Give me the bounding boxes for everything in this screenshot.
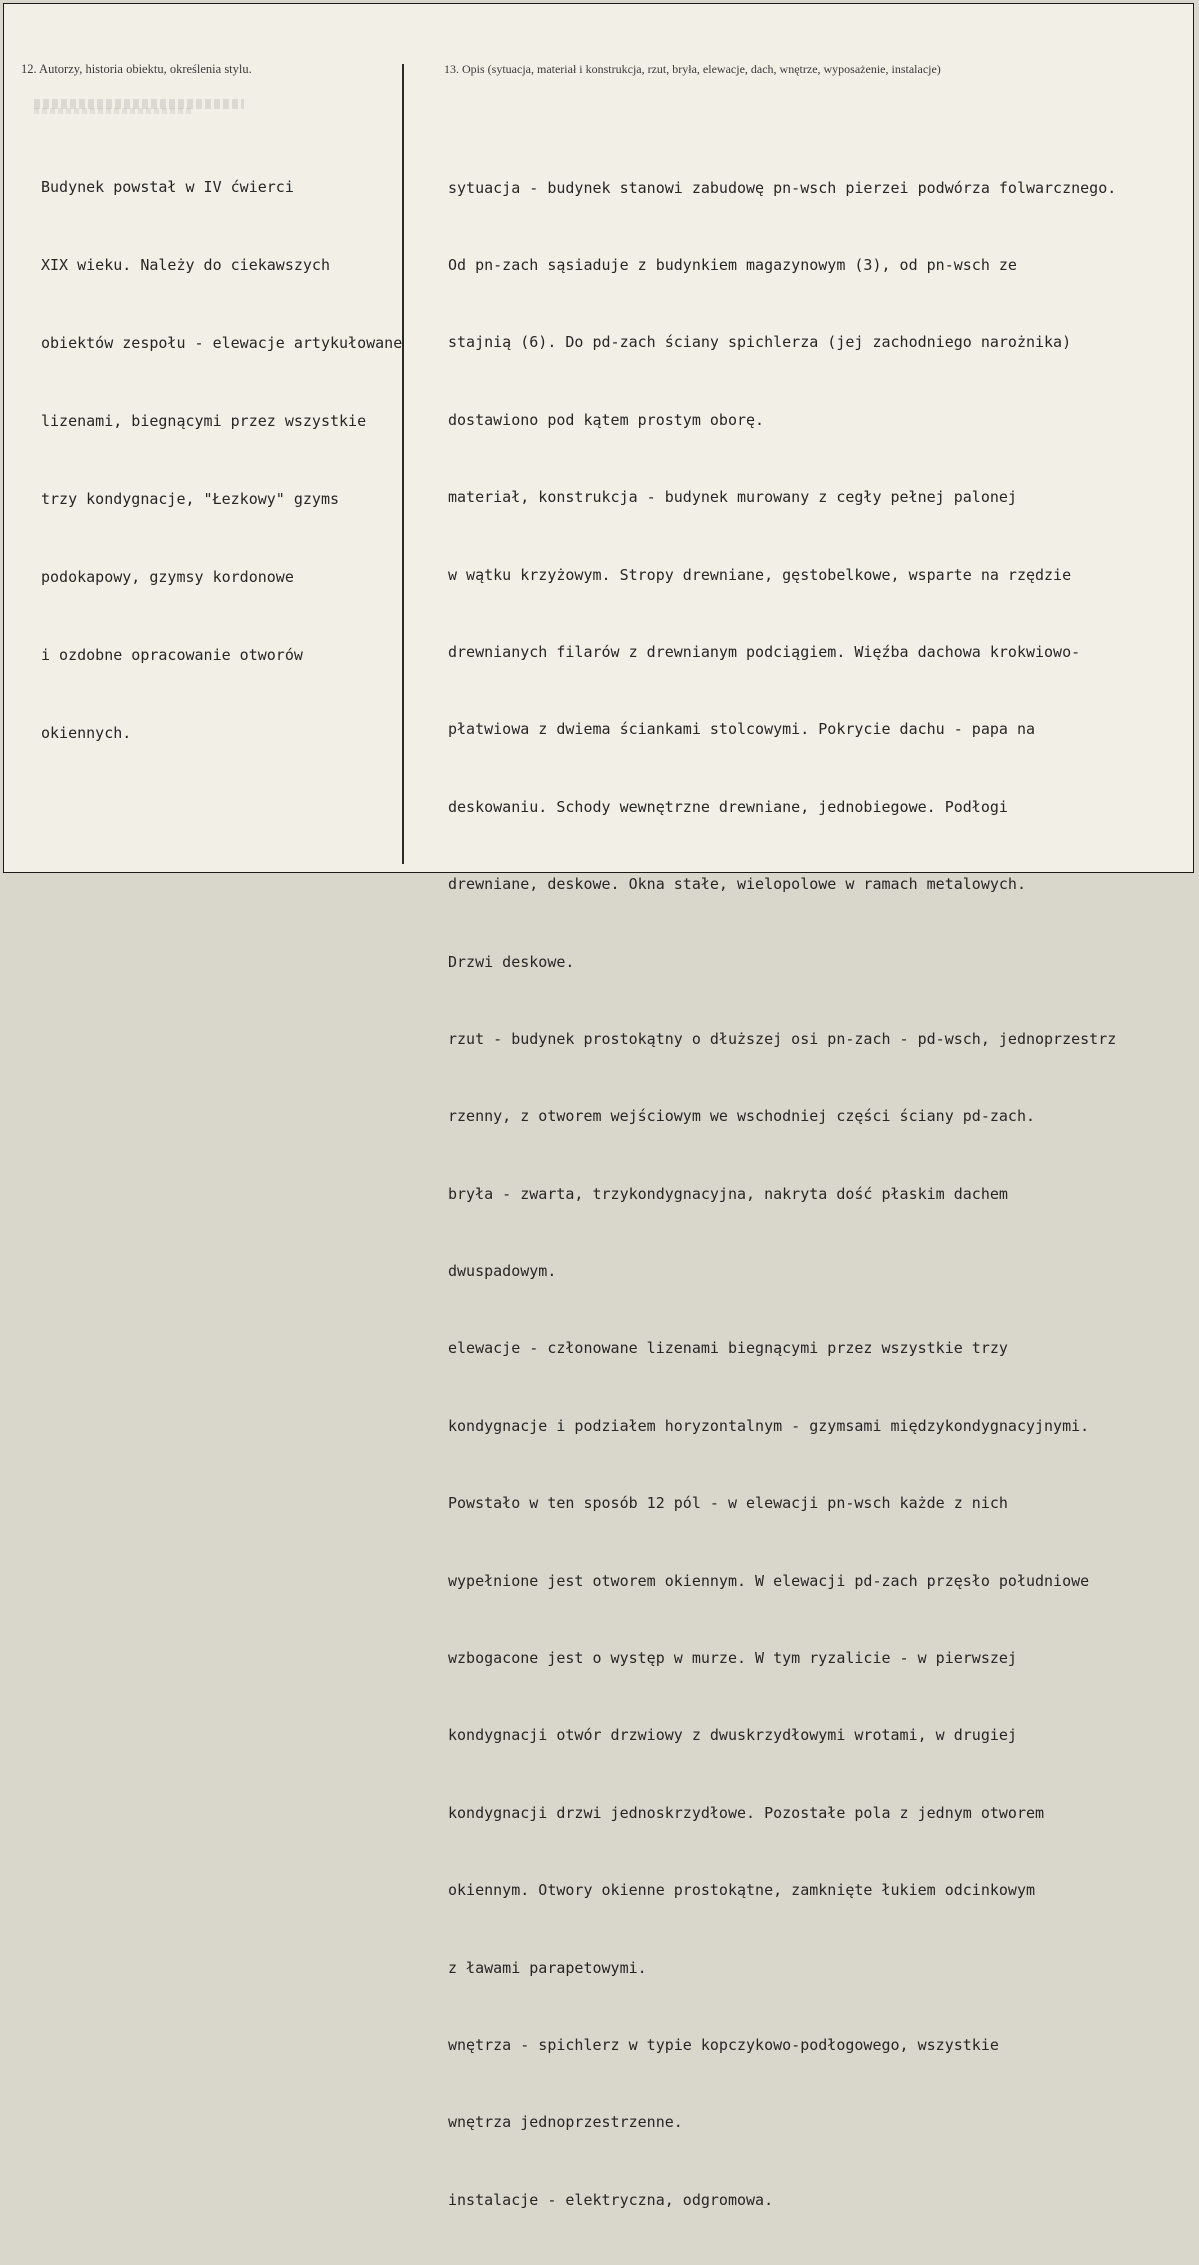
description-line: wzbogacone jest o występ w murze. W tym ryzalicie - w pierwszej (448, 1649, 1017, 1668)
history-line: i ozdobne opracowanie otworów (41, 646, 303, 664)
description-line: kondygnacji otwór drzwiowy z dwuskrzydłowymi wrotami, w drugiej (448, 1726, 1017, 1745)
description-text-column (448, 124, 1193, 2265)
section-12-header: 12. Autorzy, historia obiektu, określenia stylu. (21, 62, 252, 76)
description-line: płatwiowa z dwiema ściankami stolcowymi. Pokrycie dachu - papa na (448, 720, 1035, 739)
faded-typed-residue (34, 108, 194, 114)
document-sheet (3, 3, 1194, 2209)
description-line: z ławami parapetowymi. (448, 1958, 647, 1977)
description-line: wnętrza jednoprzestrzenne. (448, 2113, 683, 2132)
description-line: instalacje - elektryczna, odgromowa. (448, 2190, 774, 2209)
description-line: okiennym. Otwory okienne prostokątne, zamknięte łukiem odcinkowym (448, 1881, 1035, 1900)
description-line: w wątku krzyżowym. Stropy drewniane, gęstobelkowe, wsparte na rzędzie (448, 565, 1072, 584)
history-line: XIX wieku. Należy do ciekawszych (41, 256, 330, 274)
history-line: lizenami, biegnącymi przez wszystkie (41, 412, 367, 430)
description-line: kondygnacji drzwi jednoskrzydłowe. Pozostałe pola z jednym otworem (448, 1803, 1045, 1822)
description-line: dwuspadowym. (448, 1262, 557, 1281)
description-line: stajnią (6). Do pd-zach ściany spichlerza (jej zachodniego narożnika) (448, 333, 1072, 352)
description-line: rzenny, z otworem wejściowym we wschodniej części ściany pd-zach. (448, 1107, 1035, 1126)
history-line: okiennych. (41, 724, 132, 742)
description-line: materiał, konstrukcja - budynek murowany z cegły pełnej palonej (448, 488, 1017, 507)
description-line: dostawiono pod kątem prostym oborę. (448, 410, 765, 429)
description-line: wnętrza - spichlerz w typie kopczykowo-podłogowego, wszystkie (448, 2035, 999, 2054)
description-line: deskowaniu. Schody wewnętrzne drewniane, jednobiegowe. Podłogi (448, 797, 1008, 816)
description-line: sytuacja - budynek stanowi zabudowę pn-wsch pierzei podwórza folwarcznego. (448, 178, 1117, 197)
description-line: elewacje - członowane lizenami biegnącymi przez wszystkie trzy (448, 1339, 1008, 1358)
description-line: Powstało w ten sposób 12 pól - w elewacji pn-wsch każde z nich (448, 1494, 1008, 1513)
history-line: obiektów zespołu - elewacje artykułowane (41, 334, 403, 352)
description-line: bryła - zwarta, trzykondygnacyjna, nakryta dość płaskim dachem (448, 1184, 1008, 1203)
description-line: wypełnione jest otworem okiennym. W elewacji pd-zach przęsło południowe (448, 1571, 1090, 1590)
history-line: podokapowy, gzymsy kordonowe (41, 568, 294, 586)
description-line: Od pn-zach sąsiaduje z budynkiem magazynowym (3), od pn-wsch ze (448, 255, 1017, 274)
history-text-column (41, 122, 402, 798)
description-line: drewniane, deskowe. Okna stałe, wielopolowe w ramach metalowych. (448, 875, 1026, 894)
section-13-header: 13. Opis (sytuacja, materiał i konstrukcja, rzut, bryła, elewacje, dach, wnętrze, wyposażenie, instalacje) (444, 62, 941, 76)
history-line: trzy kondygnacje, "Łezkowy" gzyms (41, 490, 340, 508)
description-line: kondygnacje i podziałem horyzontalnym - gzymsami międzykondygnacyjnymi. (448, 1416, 1090, 1435)
description-line: rzut - budynek prostokątny o dłuższej osi pn-zach - pd-wsch, jednoprzestrz (448, 1029, 1117, 1048)
description-line: drewnianych filarów z drewnianym podciągiem. Więźba dachowa krokwiowo- (448, 642, 1081, 661)
description-line: Drzwi deskowe. (448, 952, 575, 971)
history-line: Budynek powstał w IV ćwierci (41, 178, 294, 196)
